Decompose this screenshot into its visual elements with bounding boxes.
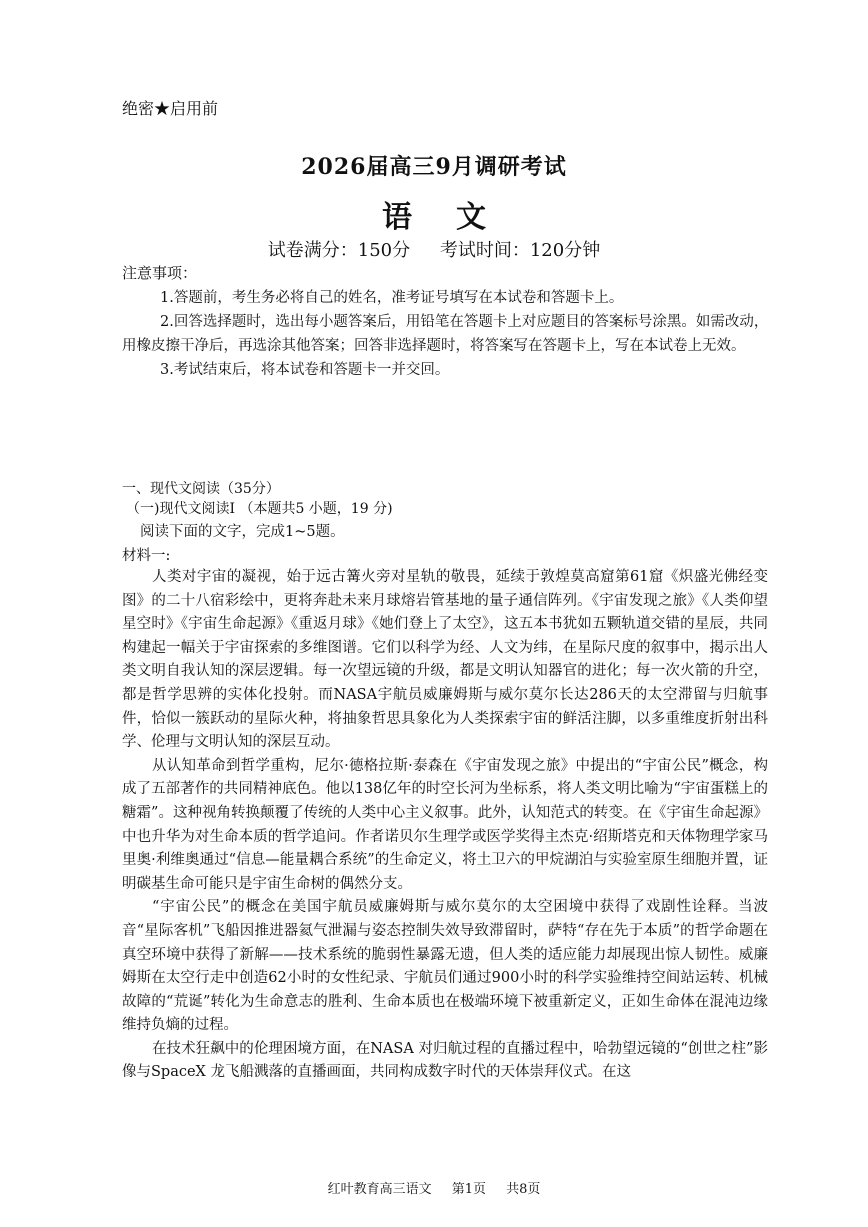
subject-title: 语文 [382,200,530,235]
exam-meta [0,236,868,262]
section-title: 一、现代文阅读（35分） [122,481,280,497]
subsection-title: （一)现代文阅读Ⅰ （本题共5 小题，19 分) [126,501,393,517]
score-info: 试卷满分：150分 [267,240,411,261]
footer-page: 第1页 [451,1182,486,1197]
passage-paragraph: “宇宙公民”的概念在美国宇航员威廉姆斯与威尔莫尔的太空困境中获得了戏剧性诠释。当波音“星际客机”飞船因推进器氦气泄漏与姿态控制失效导致滞留时，萨特“存在先于本质”的哲学命题在真空环境中获得了新解——技术系统的脆弱性暴露无遗，但人类的适应能力却展现出惊人韧性。威廉姆斯在太空行走中创造62小时的女性纪录、宇航员们通过900小时的科学实验维持空间站运转、机械故障的“荒诞”转化为生命意志的胜利、生命本质也在极端环境下被重新定义，正如生命体在混沌边缘维持负熵的过程。 [122,899,768,1034]
exam-title: 2026届高三9月调研考试 [301,154,567,180]
notes-list [122,286,772,382]
note-item: 2.回答选择题时，选出每小题答案后，用铅笔在答题卡上对应题目的答案标号涂黑。如需改动，用橡皮擦干净后，再选涂其他答案；回答非选择题时，将答案写在答题卡上，写在本试卷上无效。 [122,314,769,354]
notes-heading: 注意事项： [122,264,198,282]
footer-publisher: 红叶教育高三语文 [327,1182,432,1197]
footer-total: 共8页 [506,1182,541,1197]
passage-paragraph: 从认知革命到哲学重构，尼尔·德格拉斯·泰森在《宇宙发现之旅》中提出的“宇宙公民”概念，构成了五部著作的共同精神底色。他以138亿年的时空长河为坐标系，将人类文明比喻为“宇宙蛋糕上的糖霜”。这种视角转换颠覆了传统的人类中心主义叙事。此外，认知范式的转变。在《宇宙生命起源》中也升华为对生命本质的哲学追问。作者诺贝尔生理学或医学奖得主杰克·绍斯塔克和天体物理学家马里奥·利维奥通过“信息—能量耦合系统”的生命定义，将土卫六的甲烷湖泊与实验室原生细胞并置，证明碳基生命可能只是宇宙生命树的偶然分支。 [122,757,768,892]
reading-instruction: 阅读下面的文字，完成1~5题。 [140,524,345,540]
confidential-label: 绝密★启用前 [122,99,219,118]
material-label: 材料一: [122,548,171,564]
note-item: 3.考试结束后，将本试卷和答题卡一并交回。 [160,362,450,378]
passage-body [122,566,768,1085]
passage-paragraph: 人类对宇宙的凝视，始于远古篝火旁对星轨的敬畏，延续于敦煌莫高窟第61窟《炽盛光佛经变图》的二十八宿彩绘中，更将奔赴未来月球熔岩管基地的量子通信阵列。《宇宙发现之旅》《人类仰望星空时》《宇宙生命起源》《重返月球》《她们登上了太空》，这五本书犹如五颗轨道交错的星辰，共同构建起一幅关于宇宙探索的多维图谱。它们以科学为经、人文为纬，在星际尺度的叙事中，揭示出人类文明自我认知的深层逻辑。每一次望远镜的升级，都是文明认知器官的进化；每一次火箭的升空，都是哲学思辨的实体化投射。而NASA宇航员威廉姆斯与威尔莫尔长达286天的太空滞留与归航事件，恰似一簇跃动的星际火种，将抽象哲思具象化为人类探索宇宙的鲜活注脚，以多重维度折射出科学、伦理与文明认知的深层互动。 [122,569,768,751]
time-info: 考试时间：120分钟 [439,240,601,261]
note-item: 1.答题前，考生务必将自己的姓名，准考证号填写在本试卷和答题卡上。 [160,290,624,306]
page-footer [0,1178,868,1197]
passage-paragraph: 在技术狂飙中的伦理困境方面，在NASA 对归航过程的直播过程中，哈勃望远镜的“创世之柱”影像与SpaceX 龙飞船溅落的直播画面，共同构成数字时代的天体崇拜仪式。在这 [122,1040,768,1081]
